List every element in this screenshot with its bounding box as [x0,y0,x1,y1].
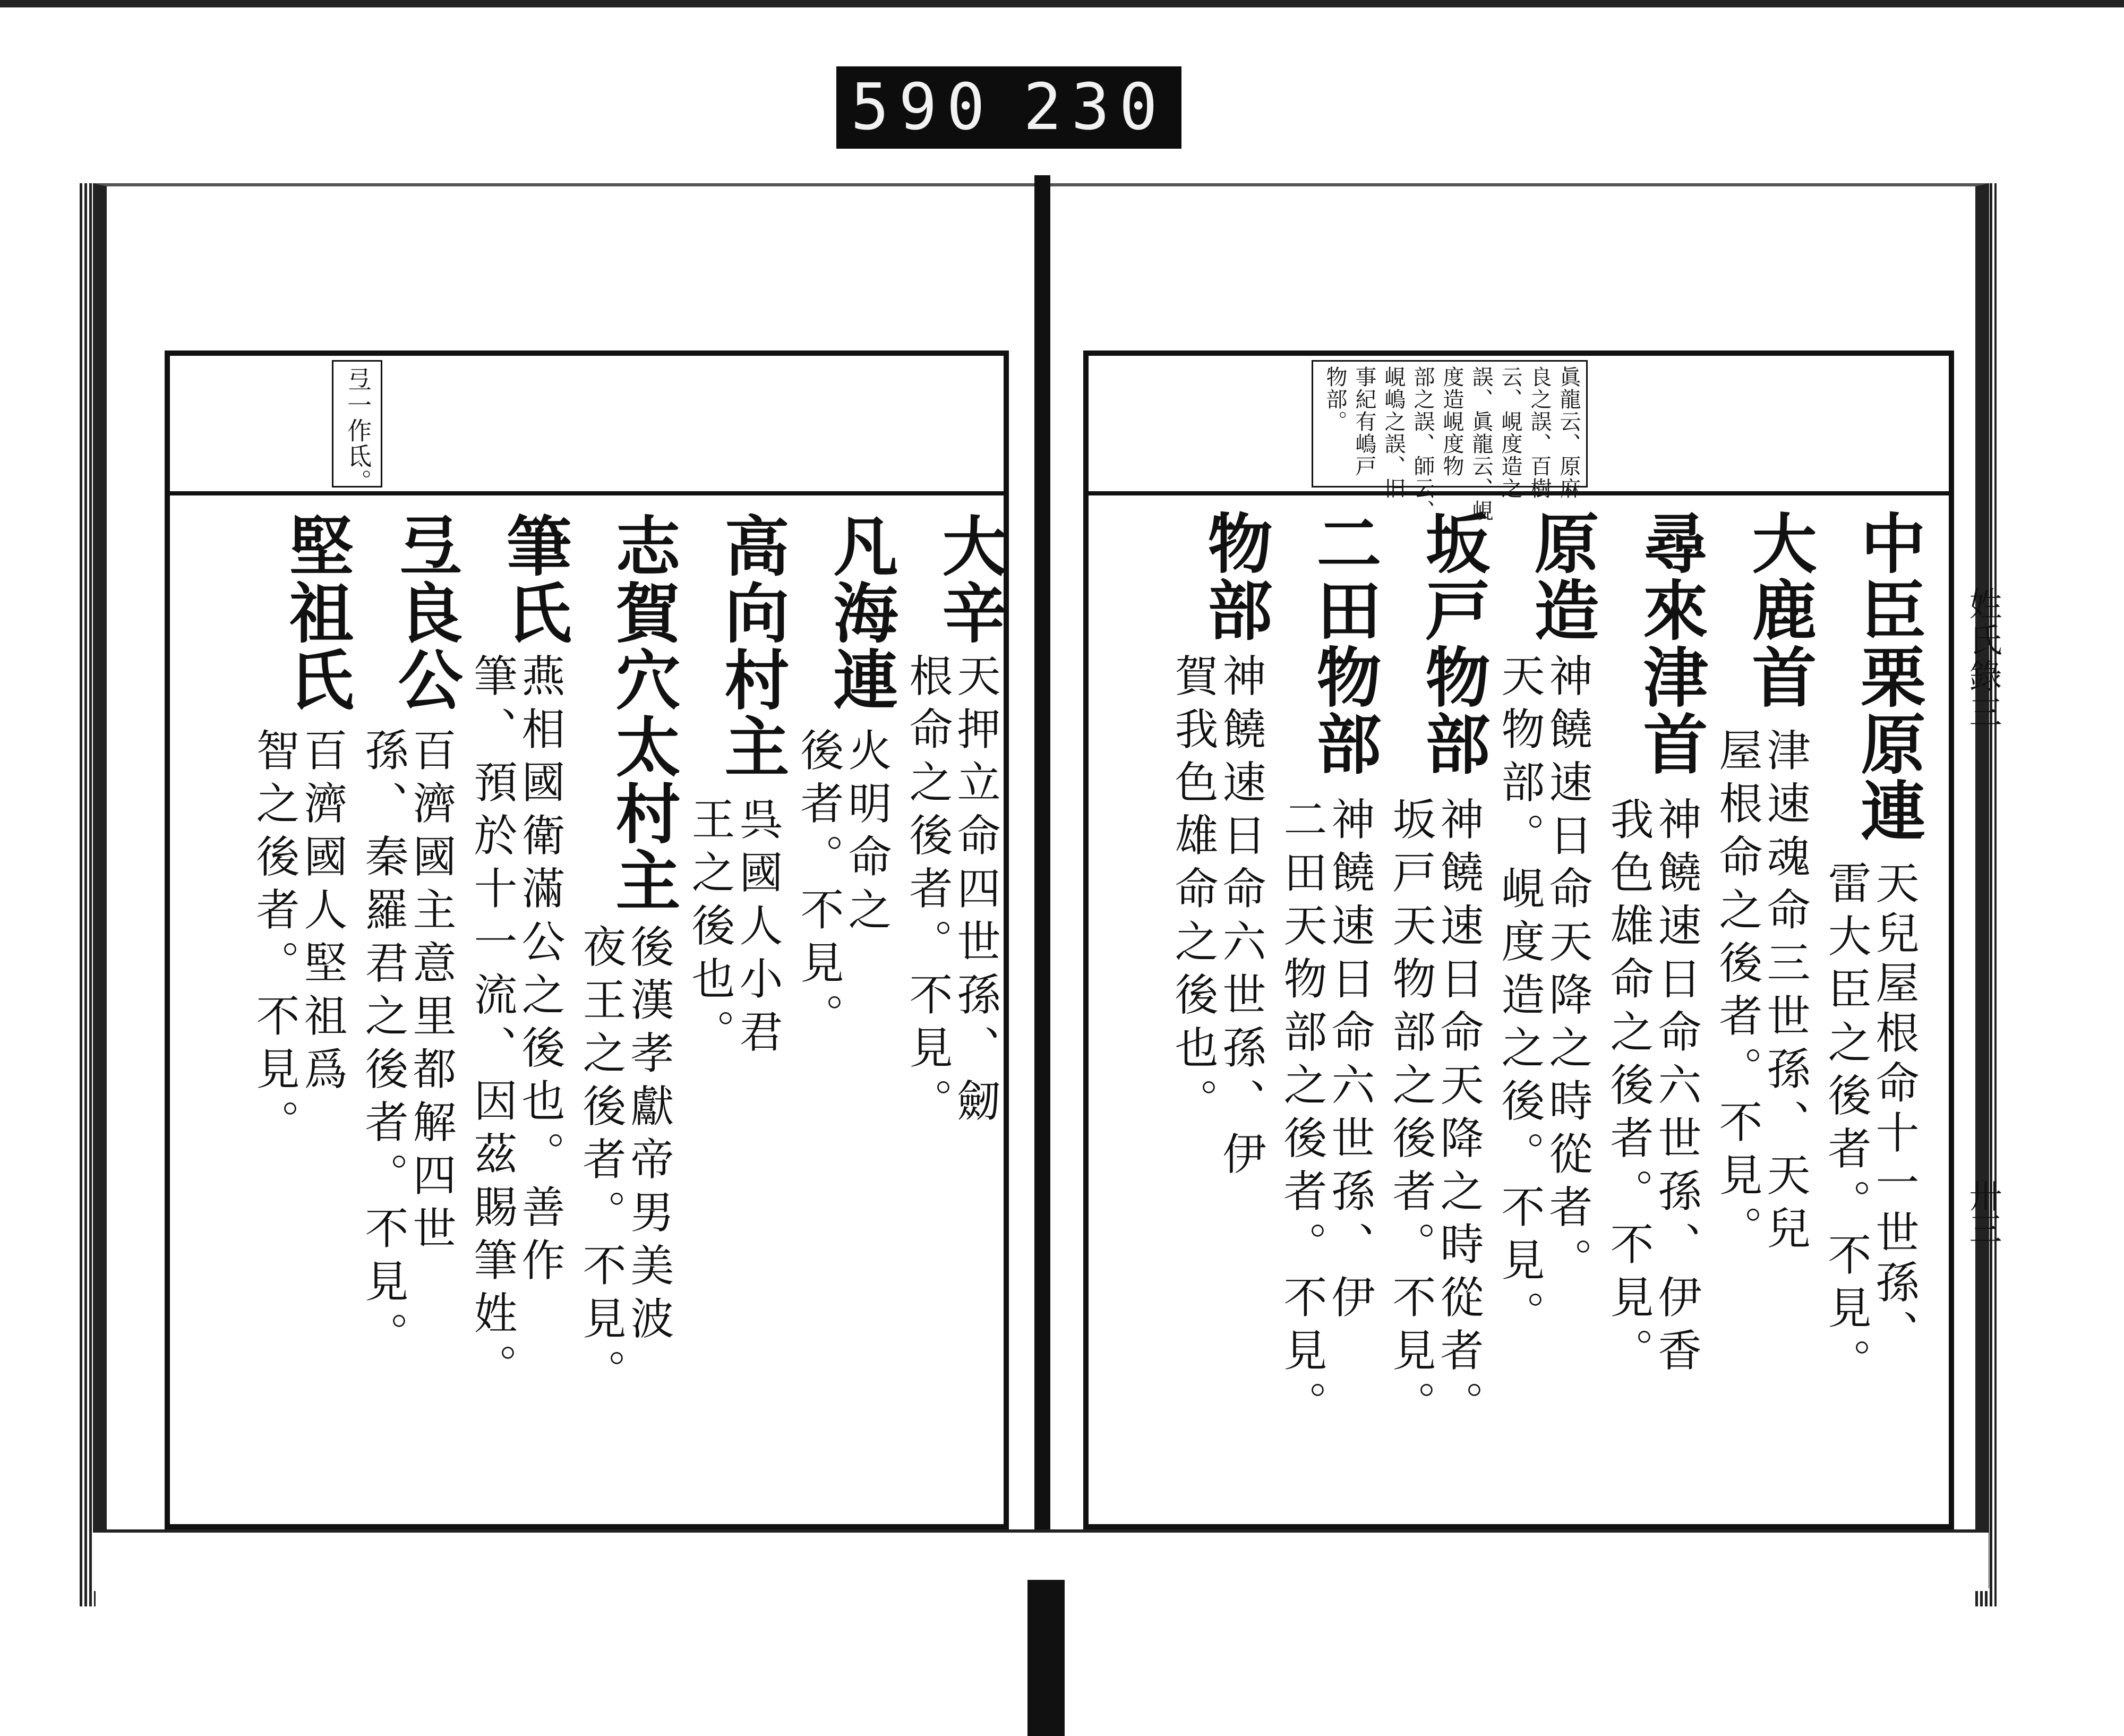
entry-text: 王之後也。 [684,797,735,1062]
entry-text: 坂戸天物部之後者。不見。 [1385,797,1436,1434]
entry-text: 神饒速日命六世孫、伊香 [1651,797,1701,1381]
headnote-line: 云、峴度造之 [1498,366,1522,500]
top-film-edge [0,0,2124,7]
right-text-frame [1083,350,1954,1529]
headnote-text: 弖一作氐。 [344,367,373,494]
entry-text: 雷大臣之後者。不見。 [1821,860,1871,1391]
spine-shadow [1027,1580,1065,1736]
entry-name: 原造 [1523,510,1600,644]
entry-name: 高向村主 [714,512,790,780]
headnote-line: 事紀有嶋戸 [1352,366,1376,477]
entry-name: 凡海連 [823,512,899,713]
frame-number-left: 590 [851,71,995,144]
entry-text: 神饒速日命六世孫、伊 [1215,653,1266,1184]
frame-number-right: 230 [1023,71,1167,144]
entry-text: 夜王之後者。不見。 [576,924,626,1402]
entry-text: 賀我色雄命之後也。 [1168,653,1218,1131]
entry-text: 神饒速日命天降之時從者。 [1542,653,1592,1290]
left-text-frame [165,350,1009,1529]
headnote-box [332,360,382,494]
entry-text: 神饒速日命六世孫、伊 [1324,797,1375,1328]
entry-text: 百濟國主意里都解四世 [406,728,456,1259]
entry-text: 筆、預於十一流、因茲賜筆姓。 [467,653,517,1397]
headnote-rule [170,491,1004,495]
entry-text: 根命之後者。不見。 [902,653,953,1131]
headnote-line: 物部。 [1323,366,1347,433]
entry-name: 堅祖氏 [278,512,355,713]
entry-text: 津速魂命三世孫、天兒 [1760,728,1810,1259]
frame-number-label [836,66,1181,149]
leaf-number: 卅三 [1964,1179,2002,1245]
entry-text: 燕相國衛滿公之後也。善作 [515,653,565,1290]
page-gutter [1034,175,1050,1588]
entry-text: 後者。不見。 [793,728,844,1046]
entry-text: 我色雄命之後者。不見。 [1603,797,1654,1381]
entry-text: 後漢孝獻帝男美波 [623,924,674,1349]
entry-text: 火明命之 [841,728,892,940]
entry-text: 孫、秦羅君之後者。不見。 [358,728,408,1365]
entry-text: 神饒速日命天降之時從者。 [1433,797,1484,1434]
entry-text: 百濟國人堅祖爲 [297,728,347,1099]
entry-name: 弖良公 [387,512,464,713]
entry-text: 天押立命四世孫、劒 [950,653,1000,1131]
headnote-line: 度造峴度物 [1440,366,1464,477]
entry-text: 屋根命之後者。不見。 [1712,728,1762,1259]
entry-text: 天兒屋根命十一世孫、 [1869,860,1919,1359]
entry-name: 筆氏 [496,512,572,646]
headnote-line: 眞龍云、原麻 [1556,366,1581,500]
entry-name: 二田物部 [1306,510,1382,777]
entry-text: 呉國人小君 [732,797,783,1062]
headnote-line: 誤、眞龍云、峴 [1469,366,1493,522]
entry-text: 天物部。峴度造之後。不見。 [1494,653,1545,1344]
headnote-line: 良之誤、百樹 [1527,366,1552,500]
headnote-line: 部之誤、師云、 [1410,366,1435,522]
entry-text: 智之後者。不見。 [249,728,299,1152]
entry-text: 二田天物部之後者。不見。 [1277,797,1327,1434]
running-head: 姓氏錄三 [1964,587,2002,731]
entry-name: 大鹿首 [1741,510,1818,711]
headnote-line: 峴嶋之誤、旧 [1381,366,1406,500]
entry-name: 志賀穴太村主 [605,512,681,914]
entry-name: 尋來津首 [1632,510,1709,777]
entry-name: 大辛 [931,512,1008,646]
entry-name: 物部 [1197,510,1273,644]
entry-name: 坂戸物部 [1415,510,1491,777]
headnote-box [1312,360,1588,522]
entry-name: 中臣栗原連 [1850,510,1926,844]
